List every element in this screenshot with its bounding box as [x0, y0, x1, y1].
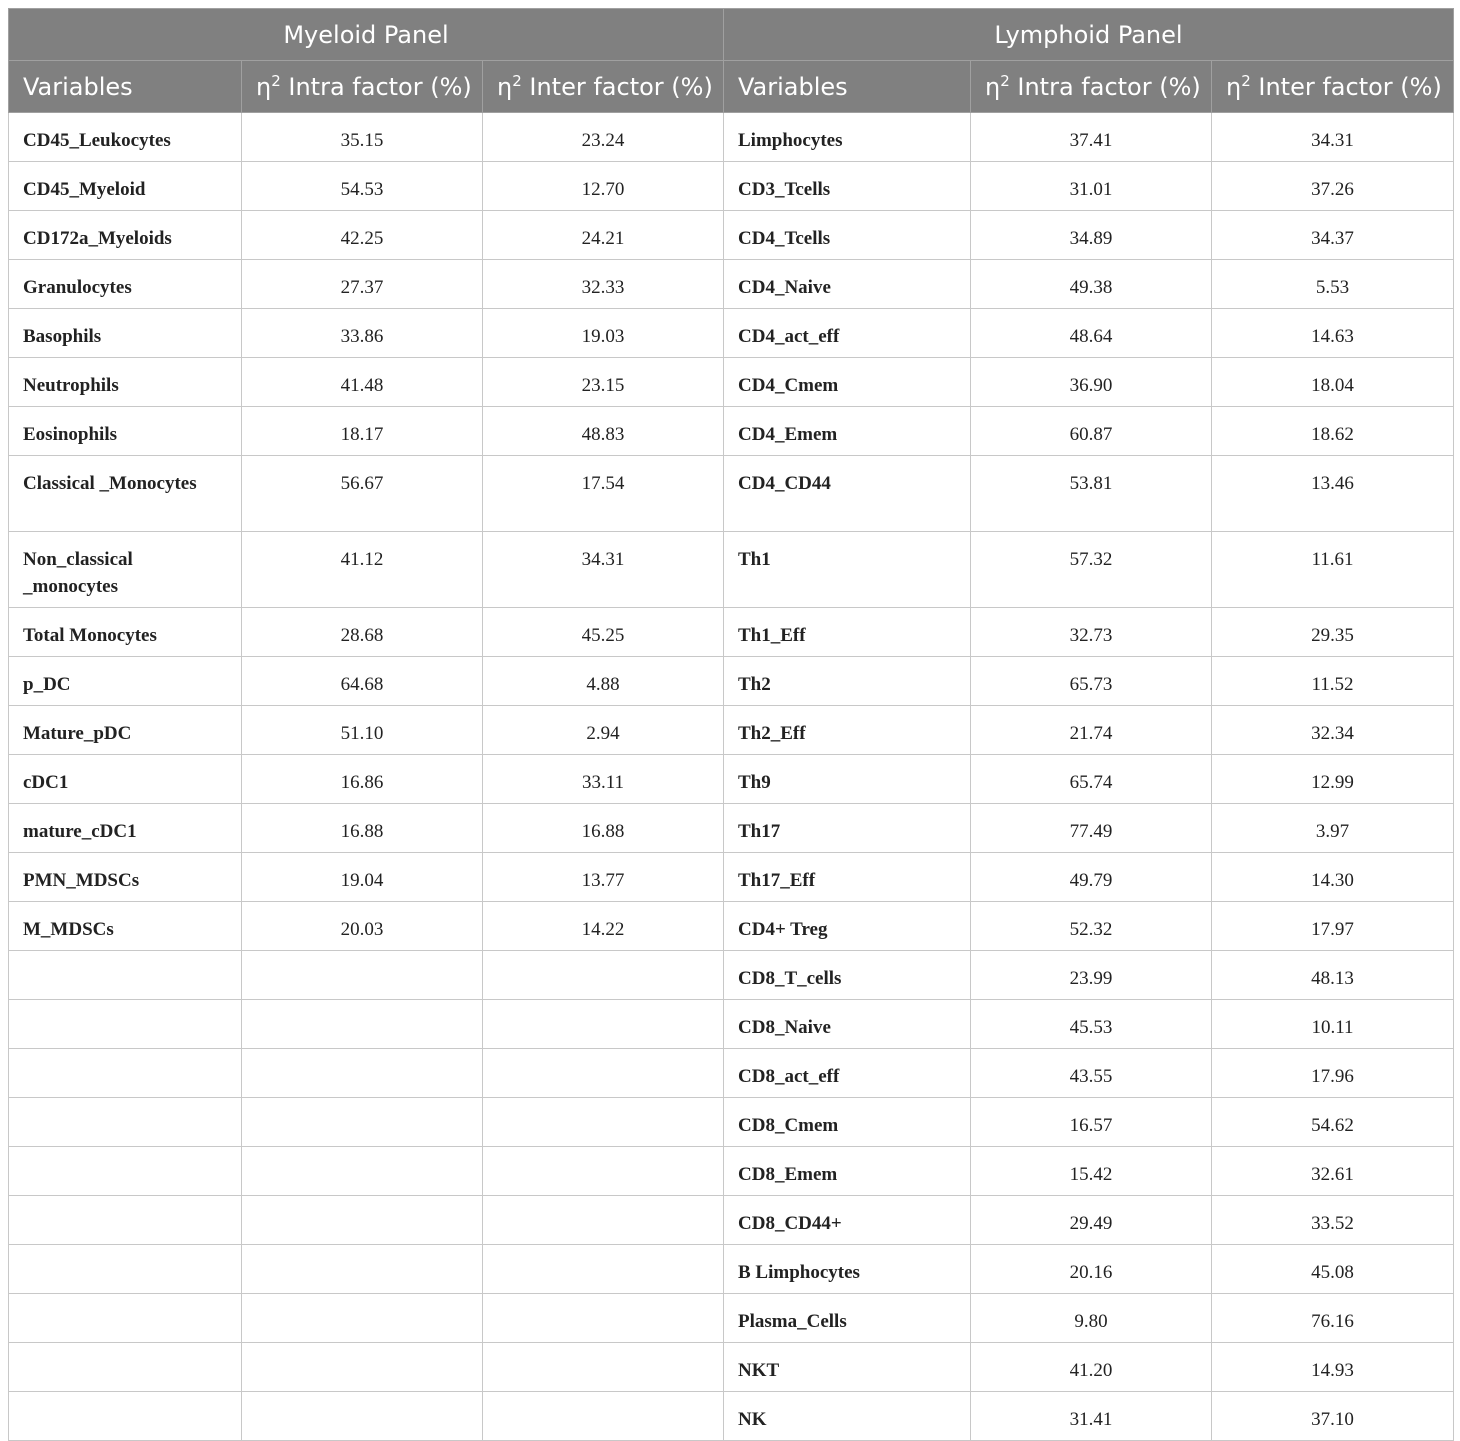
myeloid-variable-cell: Granulocytes — [9, 260, 242, 309]
myeloid-intra-cell: 20.03 — [242, 902, 483, 951]
table-row — [9, 755, 1454, 804]
myeloid-variable-cell: Non_classical _monocytes — [9, 532, 242, 608]
myeloid-variable-cell — [9, 1000, 242, 1049]
myeloid-inter-cell: 24.21 — [483, 211, 724, 260]
table-row — [9, 706, 1454, 755]
myeloid-intra-cell: 28.68 — [242, 608, 483, 657]
lymphoid-inter-cell: 37.10 — [1212, 1392, 1454, 1441]
lymphoid-inter-header: $\eta^2$ Inter factor (%) — [1212, 61, 1454, 113]
table-row — [9, 657, 1454, 706]
myeloid-inter-cell — [483, 1098, 724, 1147]
lymphoid-intra-cell: 34.89 — [971, 211, 1212, 260]
table-row — [9, 1343, 1454, 1392]
lymphoid-inter-cell: 18.62 — [1212, 407, 1454, 456]
myeloid-inter-cell: 32.33 — [483, 260, 724, 309]
lymphoid-intra-cell: 36.90 — [971, 358, 1212, 407]
table-row — [9, 407, 1454, 456]
myeloid-variable-cell — [9, 1196, 242, 1245]
myeloid-variable-cell: CD45_Leukocytes — [9, 113, 242, 162]
lymphoid-intra-cell: 31.01 — [971, 162, 1212, 211]
myeloid-variable-cell: Total Monocytes — [9, 608, 242, 657]
myeloid-inter-cell — [483, 1000, 724, 1049]
myeloid-inter-cell — [483, 951, 724, 1000]
table-row — [9, 532, 1454, 608]
myeloid-intra-cell: 51.10 — [242, 706, 483, 755]
myeloid-inter-cell: 4.88 — [483, 657, 724, 706]
myeloid-inter-cell: 23.15 — [483, 358, 724, 407]
table-row — [9, 804, 1454, 853]
lymphoid-inter-cell: 17.96 — [1212, 1049, 1454, 1098]
myeloid-intra-cell — [242, 1196, 483, 1245]
myeloid-inter-cell — [483, 1392, 724, 1441]
myeloid-variable-cell: Mature_pDC — [9, 706, 242, 755]
lymphoid-variable-cell: Th2_Eff — [724, 706, 971, 755]
table-row — [9, 1000, 1454, 1049]
lymphoid-variable-cell: CD8_Naive — [724, 1000, 971, 1049]
lymphoid-variable-cell: Plasma_Cells — [724, 1294, 971, 1343]
myeloid-variable-cell: mature_cDC1 — [9, 804, 242, 853]
myeloid-intra-header: $\eta^2$ Intra factor (%) — [242, 61, 483, 113]
myeloid-inter-cell: 13.77 — [483, 853, 724, 902]
lymphoid-inter-cell: 32.61 — [1212, 1147, 1454, 1196]
table-row — [9, 309, 1454, 358]
myeloid-panel-header: Myeloid Panel — [9, 9, 724, 61]
lymphoid-inter-cell: 13.46 — [1212, 456, 1454, 532]
table-row — [9, 358, 1454, 407]
panel-header-row — [9, 9, 1454, 61]
myeloid-inter-cell — [483, 1147, 724, 1196]
myeloid-variable-cell — [9, 1392, 242, 1441]
lymphoid-variable-cell: CD8_T_cells — [724, 951, 971, 1000]
lymphoid-intra-cell: 9.80 — [971, 1294, 1212, 1343]
myeloid-variable-cell: PMN_MDSCs — [9, 853, 242, 902]
myeloid-intra-cell — [242, 1294, 483, 1343]
myeloid-inter-cell — [483, 1343, 724, 1392]
table-row — [9, 902, 1454, 951]
myeloid-inter-cell — [483, 1049, 724, 1098]
lymphoid-inter-cell: 11.52 — [1212, 657, 1454, 706]
myeloid-inter-cell: 23.24 — [483, 113, 724, 162]
table-row — [9, 951, 1454, 1000]
myeloid-intra-cell — [242, 1098, 483, 1147]
lymphoid-inter-cell: 17.97 — [1212, 902, 1454, 951]
myeloid-variable-cell — [9, 951, 242, 1000]
lymphoid-intra-cell: 49.38 — [971, 260, 1212, 309]
myeloid-variable-cell — [9, 1147, 242, 1196]
lymphoid-intra-cell: 23.99 — [971, 951, 1212, 1000]
table-row — [9, 456, 1454, 532]
lymphoid-inter-cell: 76.16 — [1212, 1294, 1454, 1343]
lymphoid-variable-cell: CD8_Cmem — [724, 1098, 971, 1147]
lymphoid-inter-cell: 37.26 — [1212, 162, 1454, 211]
myeloid-inter-cell: 34.31 — [483, 532, 724, 608]
myeloid-inter-cell — [483, 1294, 724, 1343]
table-row — [9, 1049, 1454, 1098]
results-table — [8, 8, 1454, 1441]
table-row — [9, 1098, 1454, 1147]
lymphoid-intra-cell: 31.41 — [971, 1392, 1212, 1441]
lymphoid-inter-cell: 14.93 — [1212, 1343, 1454, 1392]
lymphoid-intra-cell: 41.20 — [971, 1343, 1212, 1392]
lymphoid-intra-cell: 65.74 — [971, 755, 1212, 804]
lymphoid-inter-cell: 3.97 — [1212, 804, 1454, 853]
lymphoid-intra-cell: 65.73 — [971, 657, 1212, 706]
table-row — [9, 1392, 1454, 1441]
lymphoid-inter-cell: 33.52 — [1212, 1196, 1454, 1245]
myeloid-inter-cell: 33.11 — [483, 755, 724, 804]
myeloid-intra-cell — [242, 1147, 483, 1196]
myeloid-intra-cell — [242, 1343, 483, 1392]
lymphoid-intra-cell: 57.32 — [971, 532, 1212, 608]
myeloid-variable-cell — [9, 1294, 242, 1343]
lymphoid-intra-cell: 32.73 — [971, 608, 1212, 657]
lymphoid-variable-cell: CD4+ Treg — [724, 902, 971, 951]
myeloid-variable-cell: Classical _Monocytes — [9, 456, 242, 532]
myeloid-inter-cell: 2.94 — [483, 706, 724, 755]
myeloid-inter-cell: 12.70 — [483, 162, 724, 211]
lymphoid-inter-cell: 11.61 — [1212, 532, 1454, 608]
lymphoid-variable-cell: Th1 — [724, 532, 971, 608]
myeloid-intra-cell: 16.86 — [242, 755, 483, 804]
lymphoid-inter-cell: 45.08 — [1212, 1245, 1454, 1294]
lymphoid-inter-cell: 10.11 — [1212, 1000, 1454, 1049]
lymphoid-inter-cell: 14.30 — [1212, 853, 1454, 902]
lymphoid-variable-cell: CD4_act_eff — [724, 309, 971, 358]
myeloid-intra-cell: 18.17 — [242, 407, 483, 456]
lymphoid-variable-cell: CD8_CD44+ — [724, 1196, 971, 1245]
lymphoid-inter-cell: 12.99 — [1212, 755, 1454, 804]
lymphoid-intra-cell: 60.87 — [971, 407, 1212, 456]
lymphoid-panel-header: Lymphoid Panel — [724, 9, 1454, 61]
lymphoid-variable-cell: CD3_Tcells — [724, 162, 971, 211]
myeloid-variable-cell: CD45_Myeloid — [9, 162, 242, 211]
myeloid-inter-cell: 14.22 — [483, 902, 724, 951]
myeloid-intra-cell: 54.53 — [242, 162, 483, 211]
lymphoid-variable-cell: CD4_Naive — [724, 260, 971, 309]
lymphoid-inter-cell: 54.62 — [1212, 1098, 1454, 1147]
lymphoid-intra-cell: 52.32 — [971, 902, 1212, 951]
myeloid-variable-cell: M_MDSCs — [9, 902, 242, 951]
lymphoid-variable-cell: CD4_Emem — [724, 407, 971, 456]
myeloid-intra-cell — [242, 1049, 483, 1098]
myeloid-inter-cell: 48.83 — [483, 407, 724, 456]
myeloid-inter-header: $\eta^2$ Inter factor (%) — [483, 61, 724, 113]
lymphoid-intra-cell: 16.57 — [971, 1098, 1212, 1147]
myeloid-intra-cell — [242, 1245, 483, 1294]
column-header-row — [9, 61, 1454, 113]
lymphoid-variable-cell: Th17 — [724, 804, 971, 853]
myeloid-variable-cell — [9, 1343, 242, 1392]
myeloid-inter-cell — [483, 1196, 724, 1245]
lymphoid-inter-cell: 34.37 — [1212, 211, 1454, 260]
myeloid-intra-cell: 35.15 — [242, 113, 483, 162]
myeloid-intra-cell: 64.68 — [242, 657, 483, 706]
lymphoid-variable-cell: CD4_Cmem — [724, 358, 971, 407]
myeloid-inter-cell: 17.54 — [483, 456, 724, 532]
myeloid-intra-cell: 41.12 — [242, 532, 483, 608]
lymphoid-inter-cell: 18.04 — [1212, 358, 1454, 407]
lymphoid-intra-cell: 53.81 — [971, 456, 1212, 532]
myeloid-variables-header: Variables — [9, 61, 242, 113]
lymphoid-intra-header: $\eta^2$ Intra factor (%) — [971, 61, 1212, 113]
table-body — [9, 113, 1454, 1441]
lymphoid-variable-cell: CD8_act_eff — [724, 1049, 971, 1098]
lymphoid-inter-cell: 29.35 — [1212, 608, 1454, 657]
lymphoid-intra-cell: 48.64 — [971, 309, 1212, 358]
lymphoid-variable-cell: Th2 — [724, 657, 971, 706]
lymphoid-inter-cell: 48.13 — [1212, 951, 1454, 1000]
table-row — [9, 608, 1454, 657]
lymphoid-inter-cell: 34.31 — [1212, 113, 1454, 162]
table-row — [9, 113, 1454, 162]
myeloid-variable-cell — [9, 1049, 242, 1098]
myeloid-intra-cell: 56.67 — [242, 456, 483, 532]
myeloid-inter-cell: 19.03 — [483, 309, 724, 358]
lymphoid-variable-cell: Limphocytes — [724, 113, 971, 162]
myeloid-intra-cell — [242, 1392, 483, 1441]
lymphoid-intra-cell: 37.41 — [971, 113, 1212, 162]
lymphoid-intra-cell: 49.79 — [971, 853, 1212, 902]
table-row — [9, 1245, 1454, 1294]
lymphoid-variable-cell: Th1_Eff — [724, 608, 971, 657]
lymphoid-variable-cell: B Limphocytes — [724, 1245, 971, 1294]
lymphoid-variable-cell: CD4_Tcells — [724, 211, 971, 260]
myeloid-intra-cell: 27.37 — [242, 260, 483, 309]
lymphoid-intra-cell: 15.42 — [971, 1147, 1212, 1196]
lymphoid-variable-cell: Th9 — [724, 755, 971, 804]
lymphoid-intra-cell: 20.16 — [971, 1245, 1212, 1294]
myeloid-intra-cell: 42.25 — [242, 211, 483, 260]
lymphoid-variable-cell: CD4_CD44 — [724, 456, 971, 532]
table-row — [9, 853, 1454, 902]
myeloid-variable-cell — [9, 1098, 242, 1147]
lymphoid-inter-cell: 14.63 — [1212, 309, 1454, 358]
myeloid-inter-cell — [483, 1245, 724, 1294]
lymphoid-variable-cell: NK — [724, 1392, 971, 1441]
myeloid-variable-cell — [9, 1245, 242, 1294]
myeloid-intra-cell: 41.48 — [242, 358, 483, 407]
myeloid-variable-cell: CD172a_Myeloids — [9, 211, 242, 260]
table-row — [9, 260, 1454, 309]
myeloid-intra-cell — [242, 1000, 483, 1049]
lymphoid-variable-cell: CD8_Emem — [724, 1147, 971, 1196]
myeloid-variable-cell: Basophils — [9, 309, 242, 358]
table-row — [9, 1294, 1454, 1343]
lymphoid-intra-cell: 45.53 — [971, 1000, 1212, 1049]
table-row — [9, 1196, 1454, 1245]
myeloid-inter-cell: 45.25 — [483, 608, 724, 657]
lymphoid-inter-cell: 32.34 — [1212, 706, 1454, 755]
myeloid-variable-cell: Neutrophils — [9, 358, 242, 407]
table-row — [9, 1147, 1454, 1196]
myeloid-intra-cell: 33.86 — [242, 309, 483, 358]
lymphoid-intra-cell: 29.49 — [971, 1196, 1212, 1245]
myeloid-intra-cell: 19.04 — [242, 853, 483, 902]
myeloid-variable-cell: p_DC — [9, 657, 242, 706]
lymphoid-intra-cell: 43.55 — [971, 1049, 1212, 1098]
lymphoid-intra-cell: 21.74 — [971, 706, 1212, 755]
myeloid-variable-cell: Eosinophils — [9, 407, 242, 456]
lymphoid-intra-cell: 77.49 — [971, 804, 1212, 853]
myeloid-variable-cell: cDC1 — [9, 755, 242, 804]
lymphoid-inter-cell: 5.53 — [1212, 260, 1454, 309]
lymphoid-variable-cell: Th17_Eff — [724, 853, 971, 902]
lymphoid-variable-cell: NKT — [724, 1343, 971, 1392]
lymphoid-variables-header: Variables — [724, 61, 971, 113]
table-row — [9, 162, 1454, 211]
table-row — [9, 211, 1454, 260]
myeloid-intra-cell: 16.88 — [242, 804, 483, 853]
myeloid-inter-cell: 16.88 — [483, 804, 724, 853]
myeloid-intra-cell — [242, 951, 483, 1000]
